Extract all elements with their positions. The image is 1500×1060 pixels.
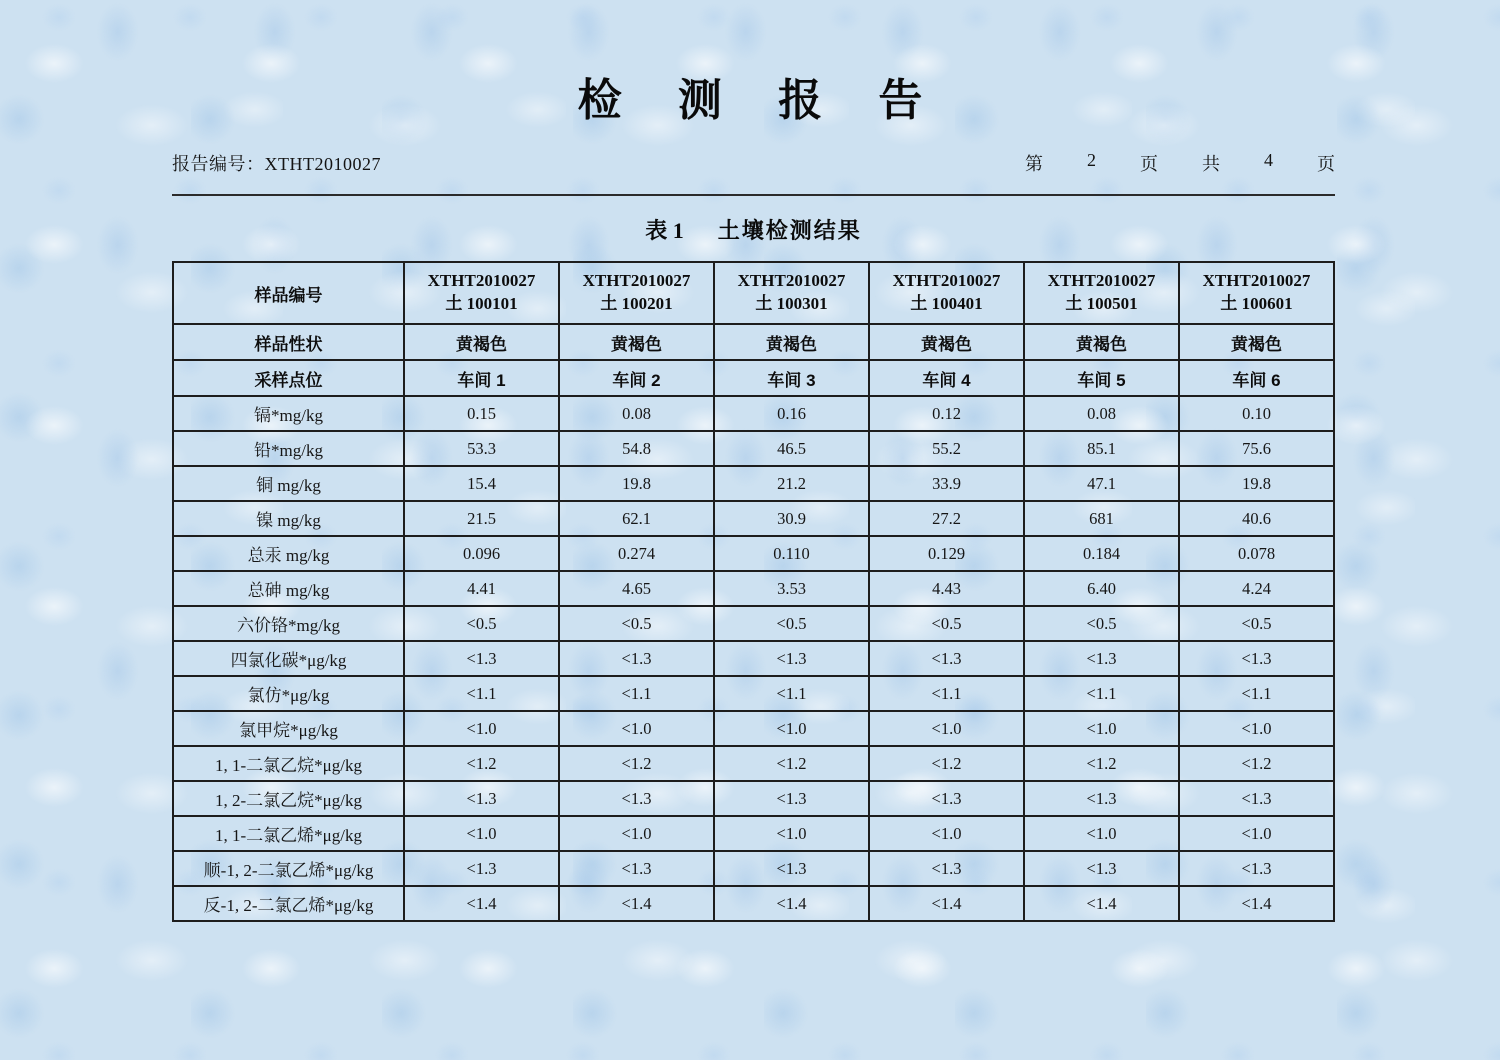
- results-table-body: [173, 262, 1334, 921]
- value-cell: 0.15: [404, 396, 559, 431]
- value-cell: <1.3: [404, 641, 559, 676]
- sample-id-line2: 土 100501: [1065, 294, 1138, 313]
- parameter-row: [173, 746, 1334, 781]
- caption-number: 表 1: [645, 218, 684, 243]
- sample-id-cell: [869, 262, 1024, 324]
- value-cell: 85.1: [1024, 431, 1179, 466]
- value-cell: <1.1: [1024, 676, 1179, 711]
- parameter-label: 总汞 mg/kg: [173, 536, 404, 571]
- value-cell: <1.3: [559, 641, 714, 676]
- parameter-row: [173, 536, 1334, 571]
- property-cell: 黄褐色: [1179, 324, 1334, 360]
- value-cell: 0.08: [1024, 396, 1179, 431]
- value-cell: <1.0: [559, 711, 714, 746]
- parameter-label: 1, 2-二氯乙烷*μg/kg: [173, 781, 404, 816]
- sample-id-line1: XTHT2010027: [427, 271, 536, 291]
- value-cell: <1.3: [714, 641, 869, 676]
- value-cell: <0.5: [404, 606, 559, 641]
- value-cell: <1.3: [1024, 851, 1179, 886]
- value-cell: <1.2: [1024, 746, 1179, 781]
- location-row-label: 采样点位: [173, 360, 404, 396]
- value-cell: <1.0: [559, 816, 714, 851]
- parameter-label: 氯甲烷*μg/kg: [173, 711, 404, 746]
- value-cell: <1.0: [1024, 711, 1179, 746]
- value-cell: <1.3: [869, 641, 1024, 676]
- value-cell: <1.2: [559, 746, 714, 781]
- value-cell: 4.43: [869, 571, 1024, 606]
- page-info-part: 共: [1202, 154, 1220, 174]
- sample-id-cell: [404, 262, 559, 324]
- parameter-label: 铅*mg/kg: [173, 431, 404, 466]
- page-info-part: 页: [1140, 154, 1158, 174]
- value-cell: <0.5: [714, 606, 869, 641]
- sample-id-row: [173, 262, 1334, 324]
- value-cell: <1.1: [404, 676, 559, 711]
- value-cell: <1.0: [869, 711, 1024, 746]
- value-cell: <1.3: [869, 851, 1024, 886]
- value-cell: <1.4: [1024, 886, 1179, 921]
- value-cell: <1.2: [869, 746, 1024, 781]
- value-cell: <1.0: [869, 816, 1024, 851]
- value-cell: 0.129: [869, 536, 1024, 571]
- parameter-label: 顺-1, 2-二氯乙烯*μg/kg: [173, 851, 404, 886]
- parameter-label: 1, 1-二氯乙烷*μg/kg: [173, 746, 404, 781]
- value-cell: 4.41: [404, 571, 559, 606]
- location-cell: 车间 6: [1179, 360, 1334, 396]
- value-cell: <0.5: [1024, 606, 1179, 641]
- value-cell: <1.3: [1179, 781, 1334, 816]
- value-cell: 15.4: [404, 466, 559, 501]
- sample-id-line2: 土 100601: [1220, 294, 1293, 313]
- value-cell: <1.4: [714, 886, 869, 921]
- parameter-label: 镍 mg/kg: [173, 501, 404, 536]
- parameter-label: 1, 1-二氯乙烯*μg/kg: [173, 816, 404, 851]
- parameter-label: 镉*mg/kg: [173, 396, 404, 431]
- value-cell: <1.2: [404, 746, 559, 781]
- parameter-row: [173, 676, 1334, 711]
- property-row-label: 样品性状: [173, 324, 404, 360]
- value-cell: 4.24: [1179, 571, 1334, 606]
- sample-id-cell: [1179, 262, 1334, 324]
- parameter-label: 氯仿*μg/kg: [173, 676, 404, 711]
- value-cell: 33.9: [869, 466, 1024, 501]
- sample-id-line1: XTHT2010027: [1202, 271, 1311, 291]
- parameter-row: [173, 886, 1334, 921]
- value-cell: 0.078: [1179, 536, 1334, 571]
- value-cell: <1.1: [559, 676, 714, 711]
- parameter-label: 反-1, 2-二氯乙烯*μg/kg: [173, 886, 404, 921]
- report-meta: [172, 150, 1335, 176]
- value-cell: <1.3: [714, 851, 869, 886]
- value-cell: 27.2: [869, 501, 1024, 536]
- parameter-row: [173, 466, 1334, 501]
- value-cell: <1.3: [559, 851, 714, 886]
- value-cell: 46.5: [714, 431, 869, 466]
- value-cell: <1.0: [404, 711, 559, 746]
- value-cell: 6.40: [1024, 571, 1179, 606]
- value-cell: 0.12: [869, 396, 1024, 431]
- sample-id-line2: 土 100401: [910, 294, 983, 313]
- location-cell: 车间 5: [1024, 360, 1179, 396]
- report-number: 报告编号：XTHT2010027: [172, 154, 381, 174]
- property-cell: 黄褐色: [869, 324, 1024, 360]
- value-cell: <1.4: [404, 886, 559, 921]
- parameter-row: [173, 396, 1334, 431]
- sample-id-line1: XTHT2010027: [582, 271, 691, 291]
- value-cell: 19.8: [559, 466, 714, 501]
- value-cell: <1.3: [1024, 781, 1179, 816]
- parameter-row: [173, 431, 1334, 466]
- parameter-row: [173, 851, 1334, 886]
- value-cell: 681: [1024, 501, 1179, 536]
- value-cell: 40.6: [1179, 501, 1334, 536]
- value-cell: 21.5: [404, 501, 559, 536]
- sample-id-line2: 土 100101: [445, 294, 518, 313]
- results-table: [172, 261, 1335, 922]
- value-cell: <1.4: [1179, 886, 1334, 921]
- value-cell: <1.1: [1179, 676, 1334, 711]
- value-cell: <1.3: [714, 781, 869, 816]
- page-total: 4: [1264, 150, 1273, 170]
- value-cell: 75.6: [1179, 431, 1334, 466]
- value-cell: <1.3: [1179, 851, 1334, 886]
- parameter-row: [173, 781, 1334, 816]
- value-cell: <1.3: [1024, 641, 1179, 676]
- location-cell: 车间 1: [404, 360, 559, 396]
- value-cell: 0.096: [404, 536, 559, 571]
- value-cell: <1.0: [1179, 816, 1334, 851]
- value-cell: <0.5: [559, 606, 714, 641]
- sample-id-cell: [559, 262, 714, 324]
- page-title: 检 测 报 告: [577, 76, 945, 125]
- property-cell: 黄褐色: [1024, 324, 1179, 360]
- location-row: [173, 360, 1334, 396]
- caption-text: 土壤检测结果: [717, 218, 862, 243]
- location-cell: 车间 4: [869, 360, 1024, 396]
- page-info: [1025, 150, 1335, 176]
- parameter-label: 铜 mg/kg: [173, 466, 404, 501]
- property-cell: 黄褐色: [559, 324, 714, 360]
- location-cell: 车间 3: [714, 360, 869, 396]
- table-caption: [172, 214, 1335, 245]
- value-cell: 0.184: [1024, 536, 1179, 571]
- sample-id-line2: 土 100301: [755, 294, 828, 313]
- value-cell: <0.5: [869, 606, 1024, 641]
- value-cell: <1.3: [559, 781, 714, 816]
- value-cell: 3.53: [714, 571, 869, 606]
- page-info-part: 页: [1317, 154, 1335, 174]
- value-cell: <1.4: [869, 886, 1024, 921]
- page-info-part: 第: [1025, 154, 1043, 174]
- value-cell: <1.3: [869, 781, 1024, 816]
- parameter-label: 六价铬*mg/kg: [173, 606, 404, 641]
- parameter-row: [173, 571, 1334, 606]
- value-cell: 0.16: [714, 396, 869, 431]
- value-cell: 19.8: [1179, 466, 1334, 501]
- parameter-row: [173, 606, 1334, 641]
- property-row: [173, 324, 1334, 360]
- value-cell: <1.0: [1024, 816, 1179, 851]
- value-cell: <1.0: [714, 816, 869, 851]
- sample-id-cell: [1024, 262, 1179, 324]
- value-cell: 21.2: [714, 466, 869, 501]
- value-cell: 47.1: [1024, 466, 1179, 501]
- value-cell: 0.10: [1179, 396, 1334, 431]
- parameter-row: [173, 501, 1334, 536]
- divider-line: [172, 194, 1335, 196]
- value-cell: <1.3: [404, 781, 559, 816]
- value-cell: <1.2: [1179, 746, 1334, 781]
- parameter-row: [173, 641, 1334, 676]
- value-cell: <1.1: [869, 676, 1024, 711]
- parameter-label: 总砷 mg/kg: [173, 571, 404, 606]
- sample-id-cell: [714, 262, 869, 324]
- sample-id-header-label: 样品编号: [173, 262, 404, 324]
- value-cell: <1.0: [714, 711, 869, 746]
- value-cell: 4.65: [559, 571, 714, 606]
- value-cell: 0.110: [714, 536, 869, 571]
- property-cell: 黄褐色: [714, 324, 869, 360]
- sample-id-line1: XTHT2010027: [1047, 271, 1156, 291]
- page-number: 2: [1087, 150, 1096, 170]
- value-cell: <1.0: [404, 816, 559, 851]
- value-cell: 0.08: [559, 396, 714, 431]
- value-cell: <1.1: [714, 676, 869, 711]
- value-cell: 30.9: [714, 501, 869, 536]
- value-cell: <1.2: [714, 746, 869, 781]
- parameter-row: [173, 711, 1334, 746]
- parameter-label: 四氯化碳*μg/kg: [173, 641, 404, 676]
- sample-id-line2: 土 100201: [600, 294, 673, 313]
- sample-id-line1: XTHT2010027: [892, 271, 1001, 291]
- value-cell: 62.1: [559, 501, 714, 536]
- sample-id-line1: XTHT2010027: [737, 271, 846, 291]
- value-cell: <1.3: [1179, 641, 1334, 676]
- value-cell: <1.0: [1179, 711, 1334, 746]
- value-cell: <1.3: [404, 851, 559, 886]
- location-cell: 车间 2: [559, 360, 714, 396]
- value-cell: 0.274: [559, 536, 714, 571]
- value-cell: 53.3: [404, 431, 559, 466]
- value-cell: 55.2: [869, 431, 1024, 466]
- report-content: [172, 150, 1335, 922]
- value-cell: 54.8: [559, 431, 714, 466]
- property-cell: 黄褐色: [404, 324, 559, 360]
- value-cell: <1.4: [559, 886, 714, 921]
- parameter-row: [173, 816, 1334, 851]
- value-cell: <0.5: [1179, 606, 1334, 641]
